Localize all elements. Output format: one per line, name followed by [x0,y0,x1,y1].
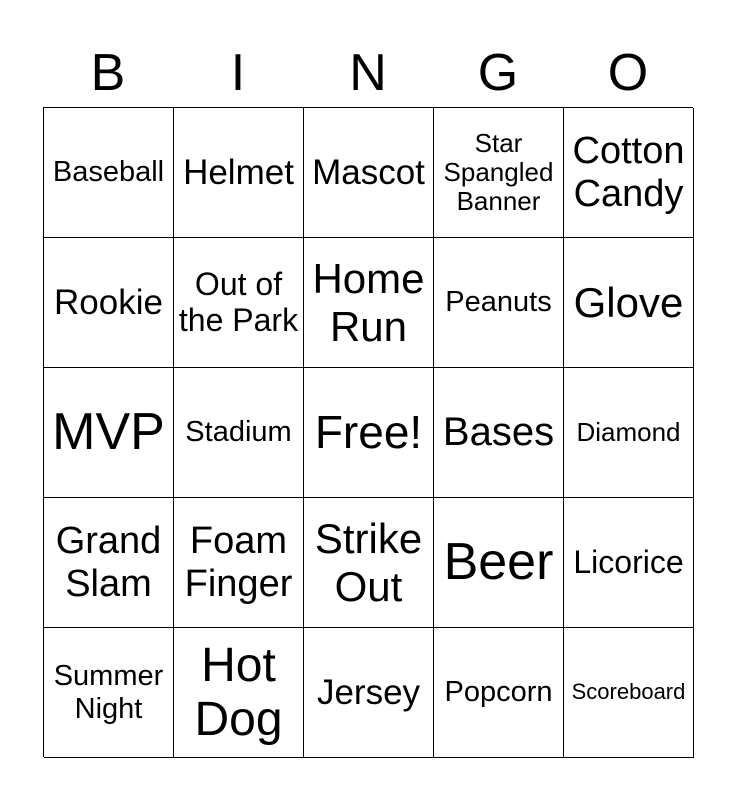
bingo-cell-label: Mascot [312,152,425,192]
bingo-cell-b3[interactable] [44,368,174,498]
bingo-cell-g2[interactable] [434,238,564,368]
bingo-cell-label: Bases [442,410,555,455]
header-letter-b: B [90,44,126,102]
bingo-cell-label: Rookie [54,282,163,322]
bingo-cell-i4[interactable] [174,498,304,628]
header-letter-o: O [607,44,649,102]
bingo-cell-label: Diamond [576,416,681,447]
bingo-cell-label: MVP [52,403,165,462]
bingo-cell-n5[interactable] [304,628,434,758]
bingo-cell-label: Licorice [573,543,684,580]
bingo-cell-g3[interactable] [434,368,564,498]
bingo-cell-o3[interactable] [564,368,694,498]
bingo-cell-b1[interactable] [44,108,174,238]
bingo-cell-label: Baseball [52,156,165,189]
bingo-cell-label: Peanuts [445,286,552,319]
bingo-cell-o4[interactable] [564,498,694,628]
bingo-cell-label: Home Run [312,255,425,350]
bingo-cell-o2[interactable] [564,238,694,368]
bingo-cell-label: Grand Slam [55,519,162,605]
bingo-cell-label: Popcorn [444,676,553,709]
bingo-cell-i2[interactable] [174,238,304,368]
bingo-cell-label: Stadium [185,416,292,449]
bingo-cell-n3[interactable] [304,368,434,498]
bingo-cell-label: Cotton Candy [572,129,685,215]
bingo-cell-g5[interactable] [434,628,564,758]
bingo-cell-b5[interactable] [44,628,174,758]
bingo-cell-i3[interactable] [174,368,304,498]
bingo-cell-label: Scoreboard [571,679,686,705]
bingo-cell-label: Beer [443,533,554,592]
bingo-cell-label: Strike Out [314,515,423,610]
bingo-cell-o1[interactable] [564,108,694,238]
bingo-cell-g1[interactable] [434,108,564,238]
bingo-cell-i5[interactable] [174,628,304,758]
bingo-cell-n1[interactable] [304,108,434,238]
header-letter-n: N [349,44,387,102]
bingo-cell-label: Star Spangled Banner [443,127,554,217]
header-letter-g: G [477,44,519,102]
bingo-cell-n4[interactable] [304,498,434,628]
bingo-cell-o5[interactable] [564,628,694,758]
bingo-header [43,40,693,106]
bingo-cell-label: Helmet [183,152,294,192]
bingo-cell-label: Hot Dog [194,638,283,746]
bingo-cell-label: Jersey [316,672,421,712]
bingo-cell-b2[interactable] [44,238,174,368]
bingo-cell-g4[interactable] [434,498,564,628]
bingo-cell-label: Summer Night [53,660,164,725]
bingo-cell-label: Out of the Park [178,265,299,338]
header-letter-i: I [230,44,246,102]
bingo-cell-label: Foam Finger [184,519,293,605]
bingo-board [43,107,693,757]
bingo-cell-b4[interactable] [44,498,174,628]
bingo-cell-label: Glove [573,278,684,326]
bingo-cell-i1[interactable] [174,108,304,238]
bingo-cell-n2[interactable] [304,238,434,368]
bingo-cell-label: Free! [314,405,423,458]
